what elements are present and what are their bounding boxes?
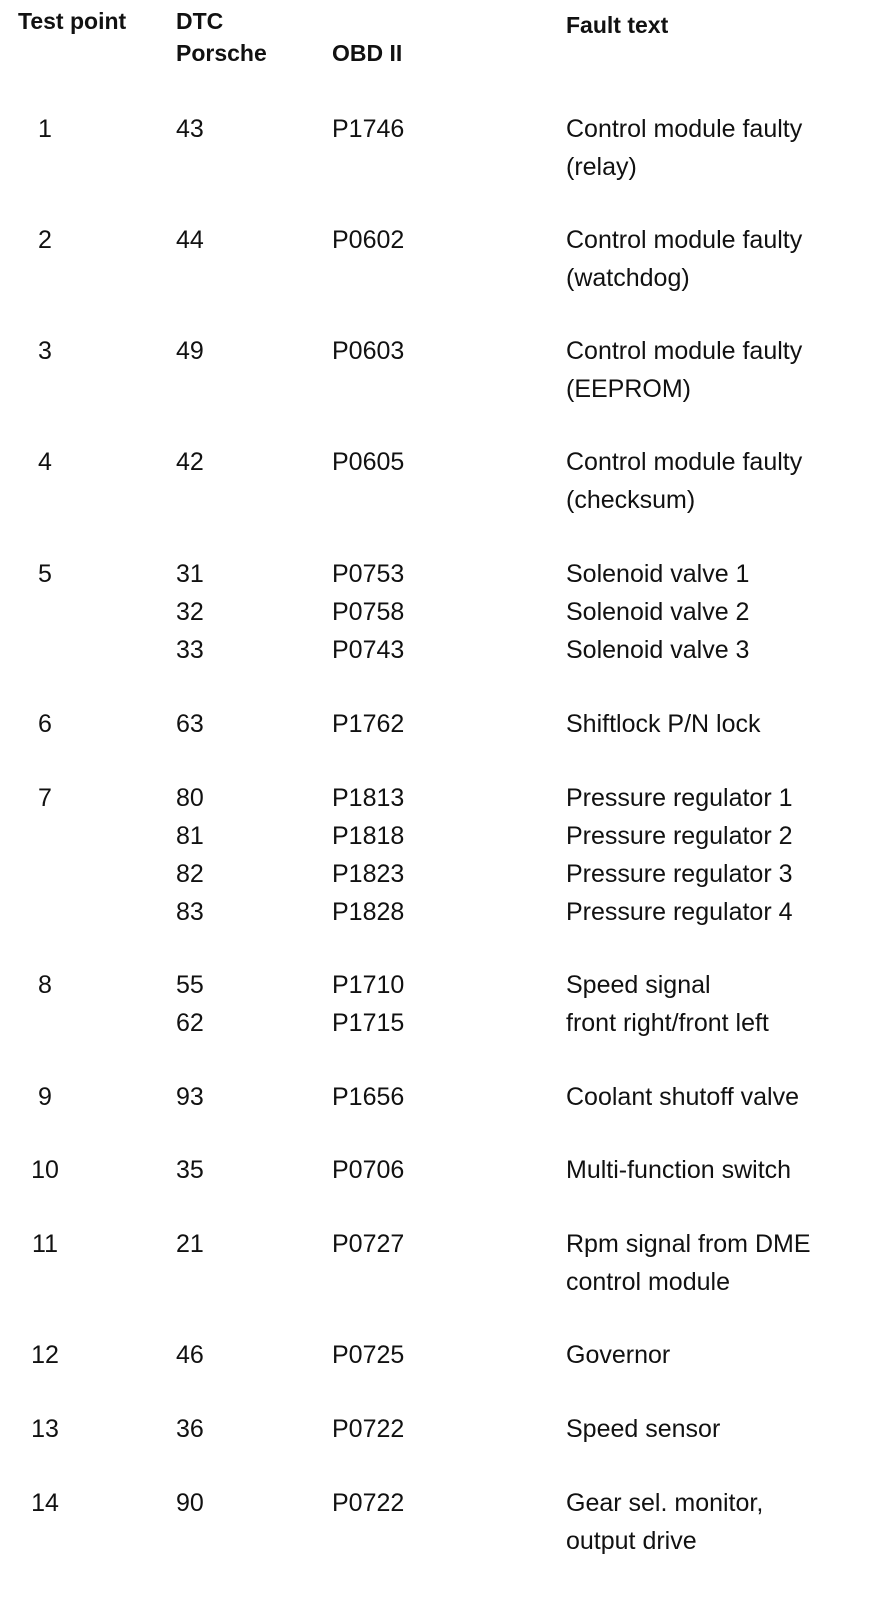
fault-text-cell-line: (EEPROM) [566, 375, 691, 403]
dtc-porsche-cell [176, 1078, 204, 1116]
dtc-porsche-cell [176, 555, 204, 669]
obd-code-cell-line: P1746 [332, 115, 405, 143]
dtc-porsche-cell-line: 33 [176, 636, 204, 664]
obd-code-cell [332, 1151, 404, 1189]
obd-code-cell-line: P0725 [332, 1341, 405, 1369]
fault-text-cell-line: Speed signal [566, 971, 711, 999]
obd-code-cell-line: P1710 [332, 971, 405, 999]
fault-text-cell [566, 1484, 763, 1560]
test-point-cell: 11 [32, 1230, 58, 1258]
fault-text-cell-line: Control module faulty [566, 337, 803, 365]
obd-code-cell-line: P0727 [332, 1230, 405, 1258]
obd-code-cell-line: P0722 [332, 1489, 405, 1517]
dtc-porsche-cell [176, 110, 204, 148]
dtc-porsche-cell-line: 43 [176, 115, 204, 143]
test-point-cell: 4 [38, 448, 52, 476]
fault-text-cell [566, 443, 802, 519]
fault-text-cell [566, 779, 793, 931]
obd-code-cell [332, 705, 404, 743]
dtc-porsche-cell-line: 62 [176, 1009, 204, 1037]
dtc-porsche-cell [176, 705, 204, 743]
dtc-porsche-cell-line: 55 [176, 971, 204, 999]
fault-text-cell-line: Gear sel. monitor, [566, 1489, 764, 1517]
header-fault-text: Fault text [566, 12, 669, 38]
dtc-porsche-cell-line: 32 [176, 598, 204, 626]
obd-code-cell [332, 966, 404, 1042]
fault-text-cell-line: (relay) [566, 153, 637, 181]
dtc-porsche-cell-line: 49 [176, 337, 204, 365]
fault-text-cell [566, 705, 761, 743]
test-point-cell: 9 [38, 1083, 52, 1111]
fault-text-cell [566, 1410, 720, 1448]
fault-text-cell [566, 110, 802, 186]
fault-text-cell [566, 555, 749, 669]
dtc-porsche-cell [176, 966, 204, 1042]
fault-text-cell-line: Solenoid valve 1 [566, 560, 750, 588]
obd-code-cell [332, 779, 404, 931]
fault-text-cell-line: Coolant shutoff valve [566, 1083, 800, 1111]
obd-code-cell [332, 443, 404, 481]
dtc-porsche-cell [176, 1484, 204, 1522]
test-point-cell: 10 [31, 1156, 59, 1184]
fault-text-cell-line: front right/front left [566, 1009, 769, 1037]
obd-code-cell [332, 1410, 404, 1448]
fault-text-cell-line: Pressure regulator 2 [566, 822, 793, 850]
fault-text-cell [566, 1336, 670, 1374]
fault-text-cell [566, 1078, 799, 1116]
obd-code-cell-line: P0758 [332, 598, 405, 626]
dtc-porsche-cell-line: 31 [176, 560, 204, 588]
fault-text-cell-line: Solenoid valve 3 [566, 636, 750, 664]
obd-code-cell [332, 1484, 404, 1522]
fault-text-cell-line: Rpm signal from DME [566, 1230, 811, 1258]
fault-text-cell [566, 966, 769, 1042]
obd-code-cell-line: P0743 [332, 636, 405, 664]
fault-text-cell [566, 221, 802, 297]
test-point-cell: 2 [38, 226, 52, 254]
fault-text-cell-line: Control module faulty [566, 448, 803, 476]
test-point-cell: 3 [38, 337, 52, 365]
dtc-porsche-cell-line: 44 [176, 226, 204, 254]
fault-text-cell-line: Control module faulty [566, 115, 803, 143]
fault-text-cell-line: Pressure regulator 1 [566, 784, 793, 812]
dtc-porsche-cell-line: 35 [176, 1156, 204, 1184]
dtc-porsche-cell [176, 1151, 204, 1189]
fault-text-cell-line: Control module faulty [566, 226, 803, 254]
fault-text-cell-line: Multi-function switch [566, 1156, 792, 1184]
obd-code-cell-line: P0706 [332, 1156, 405, 1184]
dtc-porsche-cell-line: 21 [176, 1230, 204, 1258]
fault-text-cell [566, 332, 802, 408]
fault-text-cell-line: Shiftlock P/N lock [566, 710, 761, 738]
obd-code-cell [332, 332, 404, 370]
dtc-porsche-cell-line: 90 [176, 1489, 204, 1517]
test-point-cell: 8 [38, 971, 52, 999]
obd-code-cell-line: P1656 [332, 1083, 405, 1111]
obd-code-cell-line: P1813 [332, 784, 405, 812]
dtc-porsche-cell-line: 42 [176, 448, 204, 476]
obd-code-cell [332, 1078, 404, 1116]
fault-text-cell-line: Governor [566, 1341, 671, 1369]
test-point-cell: 5 [38, 560, 52, 588]
obd-code-cell-line: P0602 [332, 226, 405, 254]
fault-text-cell-line: Pressure regulator 4 [566, 898, 793, 926]
dtc-porsche-cell [176, 332, 204, 370]
dtc-porsche-cell [176, 1225, 204, 1263]
dtc-porsche-cell [176, 221, 204, 259]
obd-code-cell-line: P1762 [332, 710, 405, 738]
dtc-porsche-cell-line: 81 [176, 822, 204, 850]
test-point-cell: 13 [31, 1415, 59, 1443]
fault-text-cell [566, 1151, 791, 1189]
test-point-cell: 1 [38, 115, 52, 143]
header-test-point: Test point [18, 8, 127, 34]
test-point-cell: 14 [31, 1489, 59, 1517]
fault-text-cell-line: control module [566, 1268, 730, 1296]
obd-code-cell-line: P0753 [332, 560, 405, 588]
header-dtc: DTC [176, 8, 224, 34]
dtc-porsche-cell [176, 1410, 204, 1448]
fault-text-cell-line: (checksum) [566, 486, 696, 514]
dtc-porsche-cell-line: 36 [176, 1415, 204, 1443]
obd-code-cell-line: P1828 [332, 898, 405, 926]
obd-code-cell [332, 1225, 404, 1263]
fault-text-cell-line: (watchdog) [566, 264, 690, 292]
obd-code-cell [332, 110, 404, 148]
fault-text-cell-line: Solenoid valve 2 [566, 598, 750, 626]
dtc-porsche-cell-line: 80 [176, 784, 204, 812]
fault-text-cell-line: Speed sensor [566, 1415, 721, 1443]
dtc-porsche-cell [176, 1336, 204, 1374]
obd-code-cell-line: P1818 [332, 822, 405, 850]
fault-text-cell [566, 1225, 811, 1301]
dtc-porsche-cell [176, 779, 204, 931]
fault-text-cell-line: Pressure regulator 3 [566, 860, 793, 888]
obd-code-cell-line: P1715 [332, 1009, 405, 1037]
obd-code-cell-line: P1823 [332, 860, 405, 888]
test-point-cell: 6 [38, 710, 52, 738]
dtc-porsche-cell-line: 93 [176, 1083, 204, 1111]
obd-code-cell [332, 555, 404, 669]
dtc-porsche-cell [176, 443, 204, 481]
dtc-porsche-cell-line: 83 [176, 898, 204, 926]
obd-code-cell [332, 221, 404, 259]
header-porsche: Porsche [176, 40, 267, 66]
obd-code-cell-line: P0605 [332, 448, 405, 476]
obd-code-cell-line: P0722 [332, 1415, 405, 1443]
dtc-porsche-cell-line: 46 [176, 1341, 204, 1369]
obd-code-cell [332, 1336, 404, 1374]
fault-text-cell-line: output drive [566, 1527, 697, 1555]
dtc-porsche-cell-line: 82 [176, 860, 204, 888]
dtc-porsche-cell-line: 63 [176, 710, 204, 738]
test-point-cell: 7 [38, 784, 52, 812]
header-obd: OBD II [332, 40, 403, 66]
test-point-cell: 12 [31, 1341, 59, 1369]
obd-code-cell-line: P0603 [332, 337, 405, 365]
